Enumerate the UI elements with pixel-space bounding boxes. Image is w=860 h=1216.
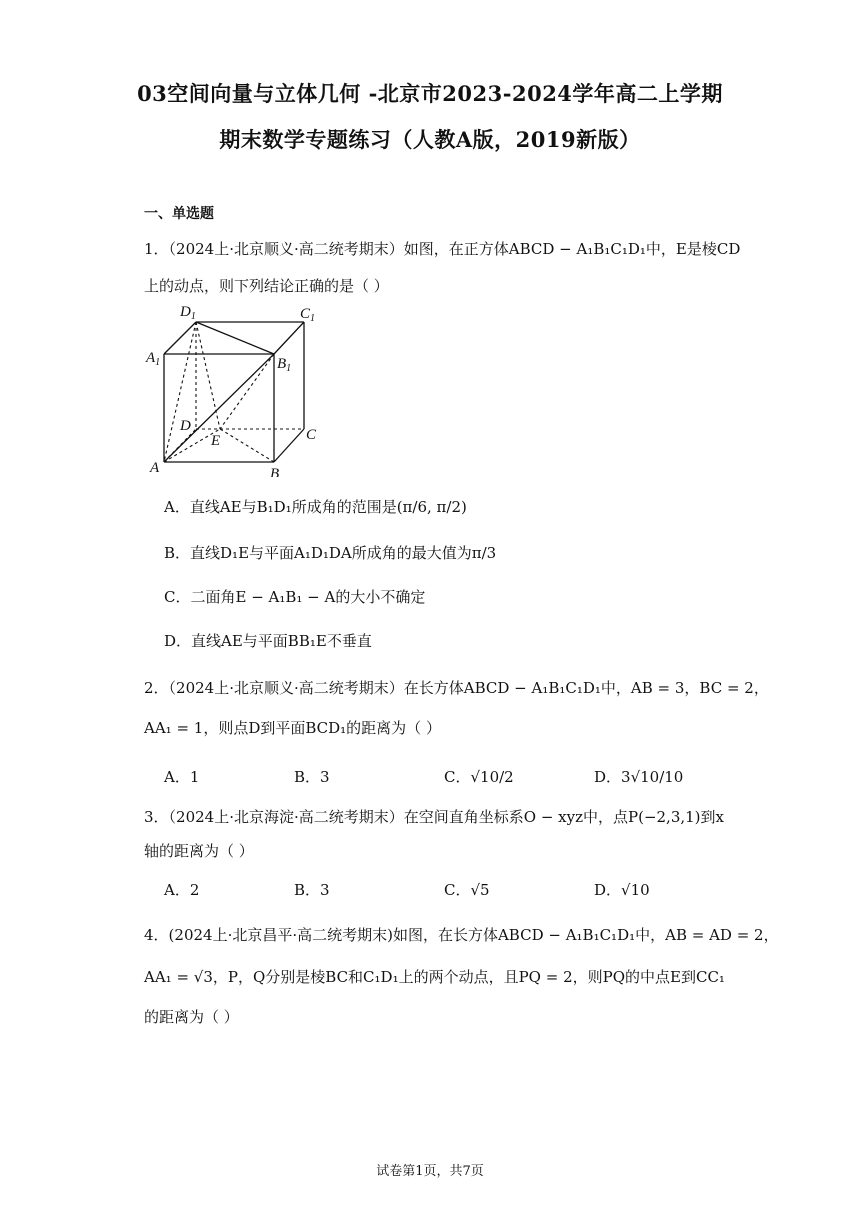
q2-line-2: AA₁ = 1，则点D到平面BCD₁的距离为（ ）: [144, 719, 441, 737]
q2-line-1: 2．（2024上·北京顺义·高二统考期末）在长方体ABCD − A₁B₁C₁D₁中，AB = 3，BC = 2，: [144, 679, 769, 697]
label-B: B: [270, 466, 280, 477]
label-A: A: [150, 460, 160, 476]
label-E: E: [211, 433, 221, 449]
q1-option-c: C．二面角E − A₁B₁ − A的大小不确定: [164, 588, 426, 606]
document-title-line-1: 03空间向量与立体几何 -北京市2023-2024学年高二上学期: [137, 81, 723, 106]
q1-line-2: 上的动点，则下列结论正确的是（ ）: [144, 277, 389, 295]
label-C1: $C_1$: [300, 306, 316, 324]
q1-option-d: D．直线AE与平面BB₁E不垂直: [164, 632, 372, 650]
q1-option-b: B．直线D₁E与平面A₁D₁DA所成角的最大值为π/3: [164, 544, 497, 562]
q4-line-3: 的距离为（ ）: [144, 1008, 239, 1026]
q3-line-1: 3．（2024上·北京海淀·高二统考期末）在空间直角坐标系O − xyz中，点P(−2,3,1)到x: [144, 808, 724, 826]
q3-option-b: B．3: [294, 881, 330, 899]
q3-line-2: 轴的距离为（ ）: [144, 842, 254, 860]
q3-option-d: D．√10: [594, 881, 650, 899]
q1-option-a: A．直线AE与B₁D₁所成角的范围是(π/6, π/2): [164, 498, 467, 516]
q4-line-2: AA₁ = √3，P，Q分别是棱BC和C₁D₁上的两个动点，且PQ = 2，则PQ的中点E到CC₁: [144, 968, 725, 986]
q2-option-b: B．3: [294, 768, 330, 786]
q2-option-d: D．3√10/10: [594, 768, 684, 786]
q3-option-a: A．2: [164, 881, 200, 899]
label-B1: $B_1$: [277, 356, 292, 374]
section-heading: 一、单选题: [144, 206, 214, 222]
document-title-line-2: 期末数学专题练习（人教A版，2019新版）: [219, 127, 641, 152]
q2-option-a: A．1: [164, 768, 200, 786]
label-A1: $A_1$: [146, 350, 161, 368]
page-footer: 试卷第1页，共7页: [376, 1164, 484, 1179]
q1-line-1: 1．（2024上·北京顺义·高二统考期末）如图，在正方体ABCD − A₁B₁C₁D₁中，E是棱CD: [144, 240, 741, 258]
cube-figure: [144, 302, 334, 477]
q4-line-1: 4．(2024上·北京昌平·高二统考期末)如图，在长方体ABCD − A₁B₁C₁D₁中，AB = AD = 2，: [144, 926, 779, 944]
label-D1: $D_1$: [180, 304, 196, 322]
label-D: D: [180, 418, 191, 434]
q3-option-c: C．√5: [444, 881, 490, 899]
q2-option-c: C．√10/2: [444, 768, 514, 786]
label-C: C: [306, 427, 317, 443]
